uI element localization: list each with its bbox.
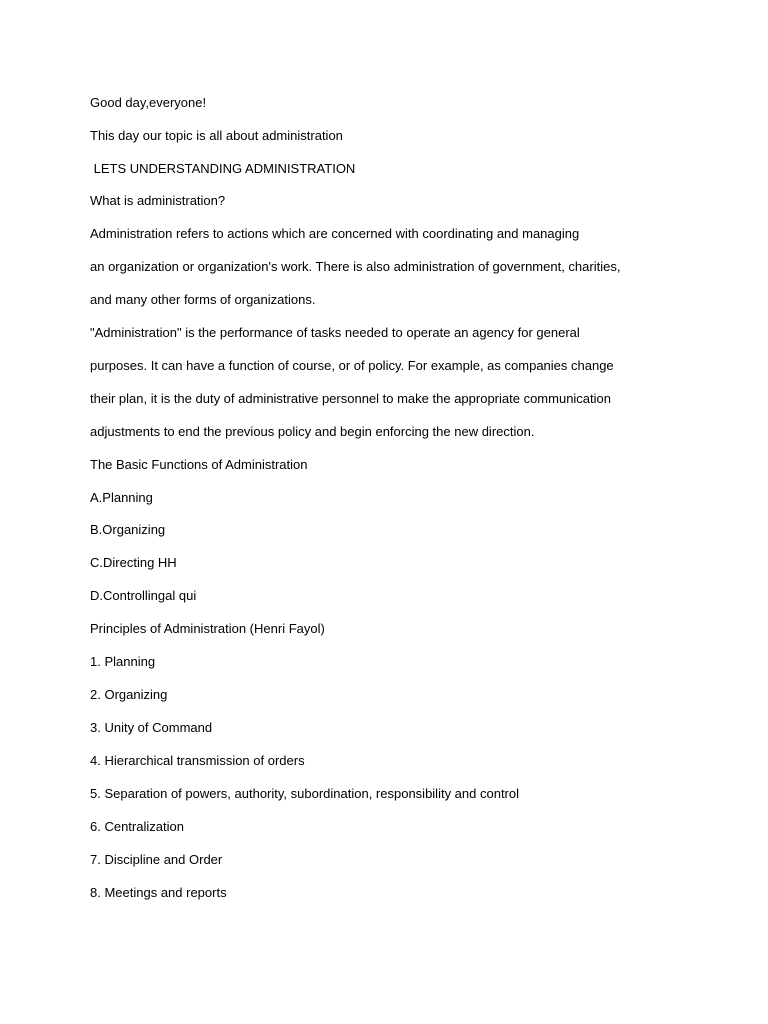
principle-item: 1. Planning — [90, 654, 156, 669]
function-item: C.Directing HH — [90, 555, 177, 570]
paragraph-line: adjustments to end the previous policy and begin enforcing the new direction. — [90, 424, 535, 439]
paragraph-line: their plan, it is the duty of administrative personnel to make the appropriate communication — [90, 391, 611, 406]
paragraph-line: "Administration" is the performance of tasks needed to operate an agency for general — [90, 325, 580, 340]
principle-item: 4. Hierarchical transmission of orders — [90, 753, 305, 768]
paragraph-line: purposes. It can have a function of course, or of policy. For example, as companies change — [90, 358, 614, 373]
greeting-line: Good day,everyone! — [90, 95, 207, 110]
function-item: D.Controllingal qui — [90, 588, 197, 603]
principle-item: 5. Separation of powers, authority, subordination, responsibility and control — [90, 786, 520, 801]
question-line: What is administration? — [90, 193, 226, 208]
principle-item: 2. Organizing — [90, 687, 168, 702]
principle-item: 6. Centralization — [90, 819, 184, 834]
paragraph-line: and many other forms of organizations. — [90, 292, 316, 307]
functions-heading: The Basic Functions of Administration — [90, 457, 308, 472]
paragraph-line: Administration refers to actions which are concerned with coordinating and managing — [90, 226, 580, 241]
function-item: A.Planning — [90, 490, 153, 505]
principles-heading: Principles of Administration (Henri Fayol) — [90, 621, 325, 636]
principle-item: 8. Meetings and reports — [90, 885, 227, 900]
principle-item: 3. Unity of Command — [90, 720, 213, 735]
section-heading: LETS UNDERSTANDING ADMINISTRATION — [90, 161, 356, 176]
intro-line: This day our topic is all about administration — [90, 128, 343, 143]
function-item: B.Organizing — [90, 522, 166, 537]
paragraph-line: an organization or organization's work. There is also administration of government, charities, — [90, 259, 621, 274]
principle-item: 7. Discipline and Order — [90, 852, 223, 867]
